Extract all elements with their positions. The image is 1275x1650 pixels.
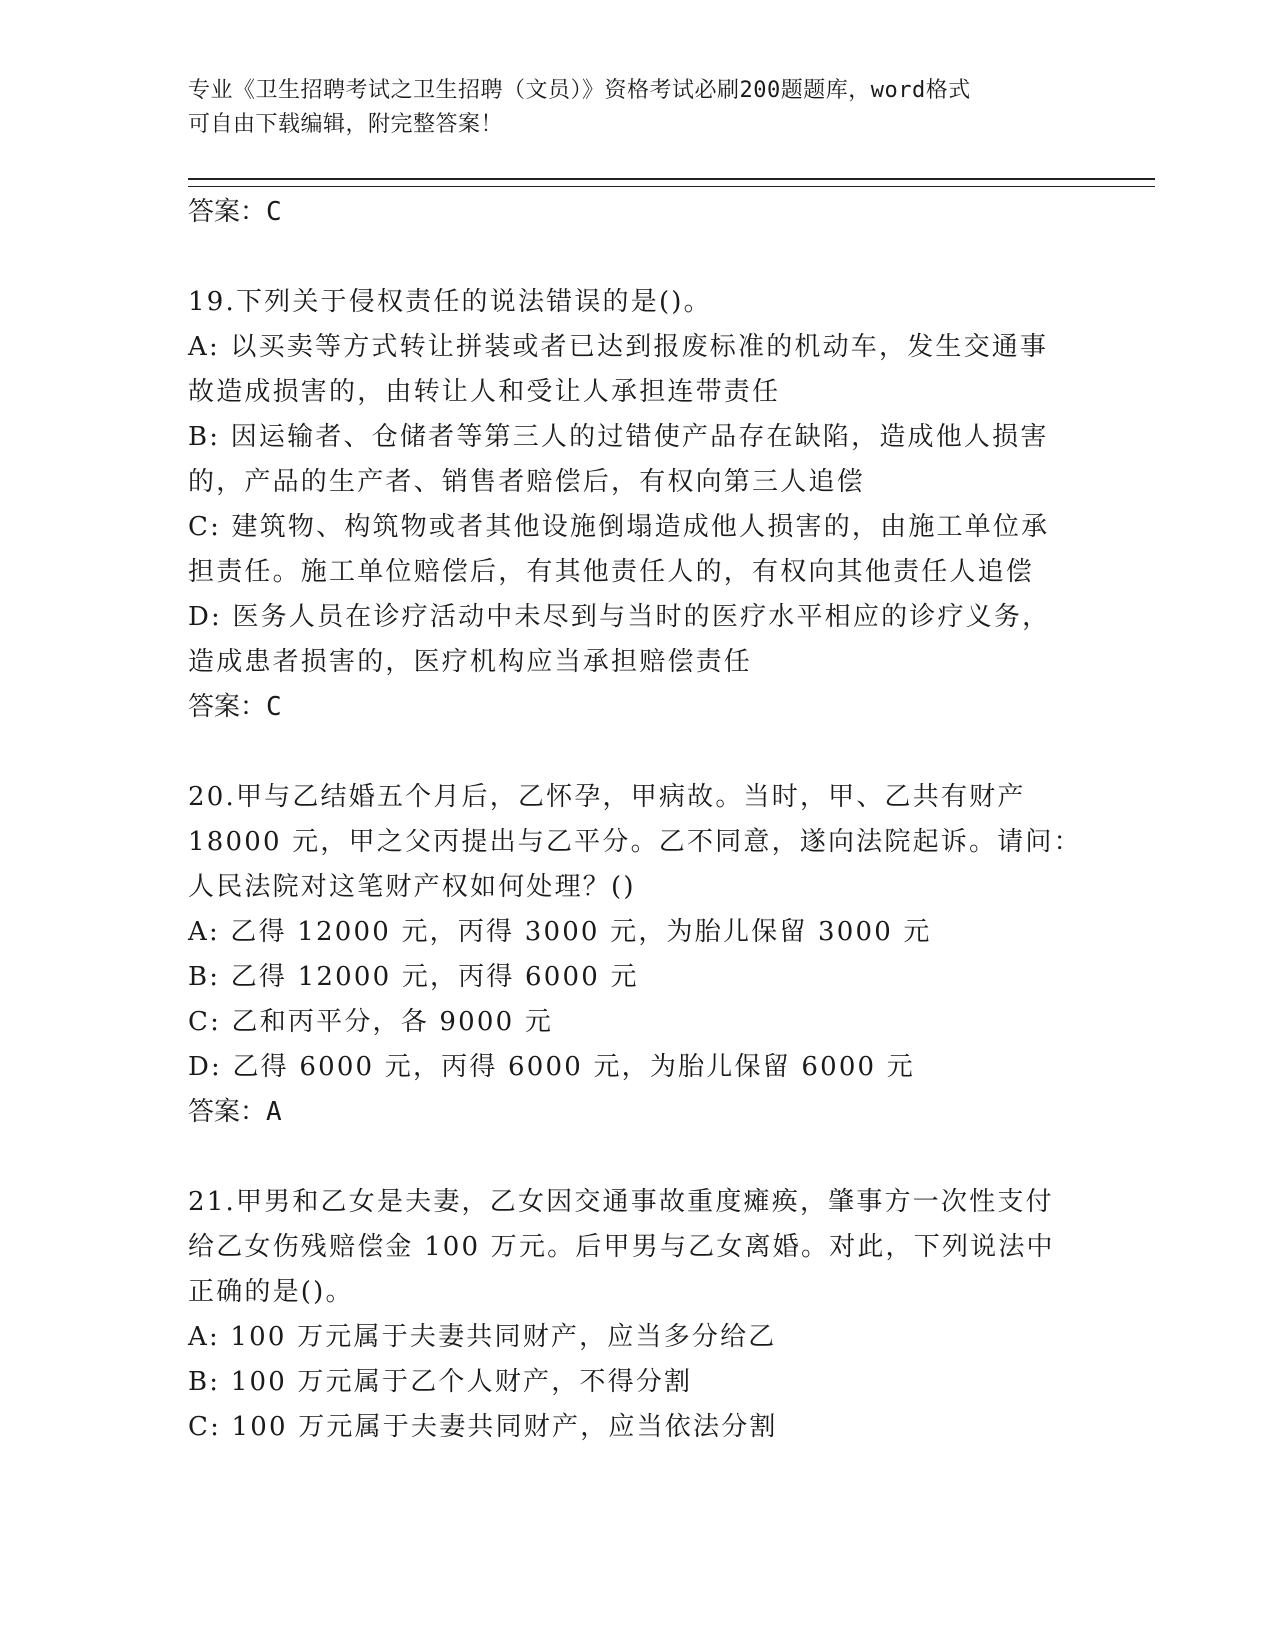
- question-text-continued: 正确的是()。: [188, 1277, 354, 1307]
- option-d-continued: 造成患者损害的，医疗机构应当承担赔偿责任: [188, 647, 753, 677]
- question-19: [188, 280, 1088, 729]
- question-text-continued: 给乙女伤残赔偿金 100 万元。后甲男与乙女离婚。对此，下列说法中: [188, 1232, 1055, 1262]
- answer-line: [188, 685, 1088, 729]
- option-b-continued: 的，产品的生产者、销售者赔偿后，有权向第三人追偿: [188, 467, 865, 497]
- answer-line: [188, 190, 1088, 234]
- question-text: 20.甲与乙结婚五个月后，乙怀孕，甲病故。当时，甲、乙共有财产: [188, 782, 1026, 812]
- option-d: D: 乙得 6000 元，丙得 6000 元，为胎儿保留 6000 元: [188, 1052, 915, 1082]
- document-body: [188, 190, 1088, 1450]
- question-20: [188, 775, 1088, 1134]
- answer-value: C: [266, 692, 282, 722]
- document-header: [188, 74, 1068, 142]
- option-b: B: 因运输者、仓储者等第三人的过错使产品存在缺陷，造成他人损害: [188, 422, 1049, 452]
- question-text-continued: 18000 元，甲之父丙提出与乙平分。乙不同意，遂向法院起诉。请问：: [188, 827, 1082, 857]
- option-a: A: 以买卖等方式转让拼装或者已达到报废标准的机动车，发生交通事: [188, 332, 1049, 362]
- question-text: 19.下列关于侵权责任的说法错误的是()。: [188, 287, 712, 317]
- answer-line: [188, 1090, 1088, 1134]
- option-c: C: 100 万元属于夫妻共同财产，应当依法分割: [188, 1412, 778, 1442]
- answer-label: 答案：: [188, 197, 267, 227]
- option-c: C: 乙和丙平分，各 9000 元: [188, 1007, 554, 1037]
- option-b: B: 100 万元属于乙个人财产，不得分割: [188, 1367, 693, 1397]
- question-21: [188, 1180, 1088, 1450]
- header-line-1: 专业《卫生招聘考试之卫生招聘（文员）》资格考试必刷200题题库，word格式: [188, 78, 971, 103]
- question-text: 21.甲男和乙女是夫妻，乙女因交通事故重度瘫痪，肇事方一次性支付: [188, 1187, 1054, 1217]
- option-a-continued: 故造成损害的，由转让人和受让人承担连带责任: [188, 377, 781, 407]
- option-b: B: 乙得 12000 元，丙得 6000 元: [188, 962, 639, 992]
- option-c-continued: 担责任。施工单位赔偿后，有其他责任人的，有权向其他责任人追偿: [188, 557, 1035, 587]
- header-divider: [188, 178, 1155, 187]
- option-d: D: 医务人员在诊疗活动中未尽到与当时的医疗水平相应的诊疗义务，: [188, 602, 1051, 632]
- answer-label: 答案：: [188, 692, 267, 722]
- answer-value: A: [266, 1097, 282, 1127]
- answer-label: 答案：: [188, 1097, 267, 1127]
- answer-value: C: [266, 197, 282, 227]
- header-line-2: 可自由下载编辑，附完整答案！: [188, 112, 504, 137]
- option-c: C: 建筑物、构筑物或者其他设施倒塌造成他人损害的，由施工单位承: [188, 512, 1050, 542]
- option-a: A: 乙得 12000 元，丙得 3000 元，为胎儿保留 3000 元: [188, 917, 932, 947]
- option-a: A: 100 万元属于夫妻共同财产，应当多分给乙: [188, 1322, 777, 1352]
- question-text-continued: 人民法院对这笔财产权如何处理？(): [188, 872, 636, 902]
